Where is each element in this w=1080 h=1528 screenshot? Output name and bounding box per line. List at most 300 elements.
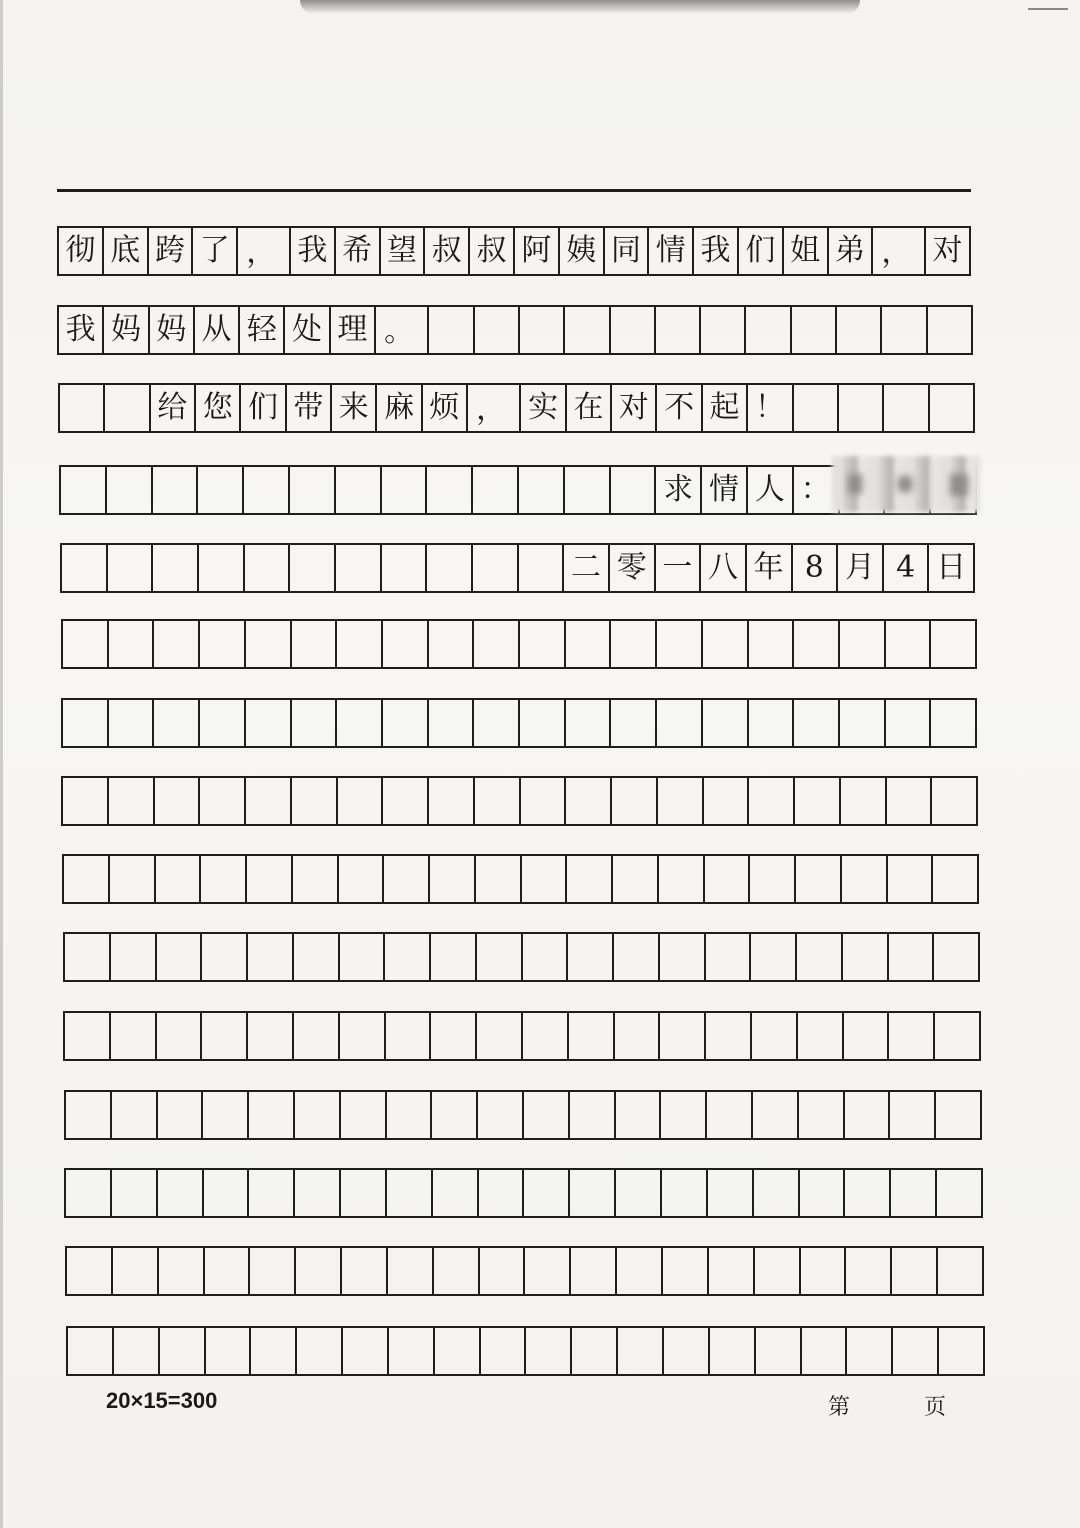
grid-cell (701, 305, 746, 355)
grid-cell (797, 932, 843, 982)
grid-cell (792, 305, 837, 355)
grid-cell (429, 698, 475, 748)
grid-cell (200, 619, 246, 669)
grid-cell (246, 619, 292, 669)
grid-cell: 4 (884, 543, 930, 593)
grid-cell: 八 (701, 543, 747, 593)
grid-cell (63, 698, 109, 748)
grid-cell (890, 1090, 936, 1140)
grid-cell (111, 1011, 157, 1061)
grid-cell (661, 1090, 707, 1140)
grid-cell (205, 1246, 251, 1296)
grid-cell (158, 1168, 204, 1218)
grid-cell (477, 1011, 523, 1061)
grid-cell (709, 1246, 755, 1296)
page-label-prefix: 第 (828, 1395, 851, 1420)
grid-cell: 姐 (784, 226, 829, 276)
grid-cell: ， (238, 226, 291, 276)
grid-cell (108, 543, 154, 593)
grid-cell (429, 776, 475, 826)
grid-cell (340, 932, 386, 982)
grid-cell (68, 1326, 114, 1376)
grid-cell (244, 465, 290, 515)
header-rule (57, 189, 971, 192)
grid-cell (481, 1326, 527, 1376)
grid-cell: 零 (610, 543, 656, 593)
grid-cell: 对 (926, 226, 971, 276)
grid-cell: 同 (605, 226, 650, 276)
grid-cell (297, 1326, 343, 1376)
grid-cell: 们 (241, 383, 286, 433)
grid-cell (155, 776, 201, 826)
grid-cell (479, 1168, 525, 1218)
grid-cell: 妈 (104, 305, 149, 355)
grid-cell (886, 698, 932, 748)
grid-cell (203, 1090, 249, 1140)
grid-cell: 月 (838, 543, 884, 593)
grid-cell (337, 619, 383, 669)
grid-cell (705, 854, 751, 904)
grid-cell: 彻 (59, 226, 104, 276)
grid-cell: 对 (612, 383, 657, 433)
grid-cell: 求 (656, 465, 702, 515)
grid-cell (153, 465, 199, 515)
grid-cell: ， (873, 226, 926, 276)
grid-cell (519, 543, 565, 593)
grid-cell (569, 1011, 615, 1061)
grid-cell (382, 543, 428, 593)
grid-cell (566, 776, 612, 826)
grid-cell (338, 776, 384, 826)
grid-cell (520, 619, 566, 669)
grid-cell (387, 1090, 433, 1140)
grid-cell (708, 1168, 754, 1218)
grid-cell (290, 465, 336, 515)
grid-cell (290, 543, 336, 593)
grid-cell (936, 1090, 982, 1140)
grid-cell (660, 1011, 706, 1061)
grid-cell (706, 932, 752, 982)
grid-cell (524, 1168, 570, 1218)
grid-cell (434, 1246, 480, 1296)
grid-cell (746, 305, 791, 355)
grid-cell (156, 854, 202, 904)
grid-cell (341, 1090, 387, 1140)
grid-cell (707, 1090, 753, 1140)
grid-cell (519, 465, 565, 515)
grid-cell (891, 1168, 937, 1218)
grid-cell (703, 619, 749, 669)
grid-cell (567, 854, 613, 904)
grid-cell (294, 1011, 340, 1061)
grid-cell (292, 619, 338, 669)
grid-cell (474, 619, 520, 669)
grid-row (61, 776, 978, 826)
grid-cell (389, 1326, 435, 1376)
grid-cell (476, 854, 522, 904)
grid-cell: 底 (104, 226, 149, 276)
grid-cell (343, 1326, 389, 1376)
grid-cell (153, 543, 199, 593)
grid-cell (840, 619, 886, 669)
grid-cell (111, 932, 157, 982)
grid-cell (386, 1011, 432, 1061)
grid-cell (794, 698, 840, 748)
grid-cell (939, 1326, 985, 1376)
grid-cell: 起 (703, 383, 748, 433)
grid-cell (292, 776, 338, 826)
grid-cell (154, 698, 200, 748)
grid-cell (657, 698, 703, 748)
grid-cell (198, 465, 244, 515)
grid-cell (611, 465, 657, 515)
grid-cell (749, 619, 795, 669)
grid-cell: 跨 (149, 226, 194, 276)
grid-cell: 处 (285, 305, 330, 355)
grid-cell (341, 1168, 387, 1218)
grid-cell (566, 619, 612, 669)
grid-cell (706, 1011, 752, 1061)
grid-row (60, 543, 975, 593)
grid-cell (340, 1011, 386, 1061)
grid-cell: 8 (793, 543, 839, 593)
grid-cell (523, 1011, 569, 1061)
grid-cell (794, 383, 839, 433)
grid-cell (522, 854, 568, 904)
grid-cell (889, 1011, 935, 1061)
grid-cell (339, 854, 385, 904)
grid-cell (295, 1168, 341, 1218)
grid-cell (385, 932, 431, 982)
grid-cell (295, 1090, 341, 1140)
grid-cell (473, 543, 519, 593)
grid-cell (249, 1168, 295, 1218)
grid-cell (63, 619, 109, 669)
grid-cell (572, 1326, 618, 1376)
page-label-suffix: 页 (924, 1395, 947, 1420)
grid-cell (704, 776, 750, 826)
grid-cell (615, 1011, 661, 1061)
grid-cell (795, 776, 841, 826)
grid-cell (109, 776, 155, 826)
grid-cell (618, 1326, 664, 1376)
grid-cell (388, 1246, 434, 1296)
grid-cell (432, 1090, 478, 1140)
redacted-signature (832, 456, 980, 512)
grid-cell: 妈 (150, 305, 195, 355)
grid-cell (796, 854, 842, 904)
grid-cell (893, 1326, 939, 1376)
grid-cell (749, 698, 795, 748)
grid-row (57, 226, 971, 276)
grid-cell (752, 1011, 798, 1061)
grid-cell (247, 854, 293, 904)
grid-cell (427, 465, 473, 515)
grid-cell (932, 776, 978, 826)
grid-cell (383, 776, 429, 826)
grid-cell (664, 1326, 710, 1376)
grid-cell (157, 1011, 203, 1061)
grid-cell (565, 465, 611, 515)
grid-cell (336, 465, 382, 515)
grid-cell (475, 776, 521, 826)
grid-cell (937, 1168, 983, 1218)
grid-cell (246, 698, 292, 748)
grid-cell (802, 1326, 848, 1376)
grid-cell (756, 1326, 802, 1376)
grid-cell (886, 619, 932, 669)
grid-cell (751, 932, 797, 982)
grid-cell (114, 1326, 160, 1376)
grid-cell: 一 (656, 543, 702, 593)
grid-cell: 在 (567, 383, 612, 433)
grid-cell: 叔 (470, 226, 515, 276)
grid-cell (570, 1168, 616, 1218)
grid-cell (202, 932, 248, 982)
grid-cell (248, 932, 294, 982)
grid-cell (427, 543, 473, 593)
grid-cell (840, 698, 886, 748)
grid-cell (113, 1246, 159, 1296)
grid-cell (154, 619, 200, 669)
grid-cell (798, 1011, 844, 1061)
grid-cell: 我 (59, 305, 104, 355)
grid-cell (159, 1246, 205, 1296)
grid-cell (658, 776, 704, 826)
grid-cell (109, 698, 155, 748)
grid-cell (431, 932, 477, 982)
grid-cell: 希 (336, 226, 381, 276)
grid-row (65, 1246, 984, 1296)
grid-cell (614, 932, 660, 982)
grid-cell (64, 854, 110, 904)
grid-cell: 年 (747, 543, 793, 593)
grid-cell (662, 1168, 708, 1218)
grid-cell (931, 698, 977, 748)
grid-cell (66, 1168, 112, 1218)
grid-cell (296, 1246, 342, 1296)
grid-cell (892, 1246, 938, 1296)
grid-cell (477, 932, 523, 982)
grid-cell (521, 776, 567, 826)
grid-cell (611, 619, 657, 669)
grid-cell (611, 305, 656, 355)
grid-cell (248, 1011, 294, 1061)
paper-edge (0, 0, 3, 1528)
grid-cell (384, 854, 430, 904)
grid-cell (882, 305, 927, 355)
grid-cell (67, 1246, 113, 1296)
grid-cell (749, 776, 795, 826)
grid-cell (66, 1090, 112, 1140)
grid-cell (429, 305, 474, 355)
grid-cell (382, 465, 428, 515)
grid-cell (931, 619, 977, 669)
grid-cell: 情 (702, 465, 748, 515)
grid-cell: 我 (694, 226, 739, 276)
grid-cell: 您 (196, 383, 241, 433)
grid-cell (935, 1011, 981, 1061)
grid-row (58, 383, 975, 433)
grid-cell (524, 1090, 570, 1140)
grid-cell (566, 698, 612, 748)
grid-cell (65, 1011, 111, 1061)
grid-cell (105, 383, 150, 433)
grid-row (57, 305, 973, 355)
grid-cell (520, 698, 566, 748)
grid-cell (387, 1168, 433, 1218)
grid-cell (845, 1168, 891, 1218)
grid-cell (841, 776, 887, 826)
grid-cell (473, 465, 519, 515)
grid-cell (887, 776, 933, 826)
grid-cell: 阿 (515, 226, 560, 276)
grid-cell (245, 543, 291, 593)
grid-cell (525, 1246, 571, 1296)
grid-cell (249, 1090, 295, 1140)
grid-cell: 理 (331, 305, 376, 355)
grid-row (64, 1090, 982, 1140)
grid-cell (337, 698, 383, 748)
grid-cell: 弟 (829, 226, 874, 276)
grid-cell (659, 854, 705, 904)
grid-cell (839, 383, 884, 433)
grid-cell (928, 305, 973, 355)
grid-cell (206, 1326, 252, 1376)
grid-cell: 轻 (240, 305, 285, 355)
grid-cell (475, 305, 520, 355)
grid-cell: 们 (739, 226, 784, 276)
grid-cell (200, 698, 246, 748)
grid-cell (616, 1090, 662, 1140)
grid-cell (568, 932, 614, 982)
grid-cell (611, 698, 657, 748)
grid-cell (433, 1168, 479, 1218)
grid-cell: ， (468, 383, 521, 433)
grid-cell (526, 1326, 572, 1376)
grid-cell (800, 1168, 846, 1218)
grid-cell (616, 1168, 662, 1218)
grid-cell: 实 (521, 383, 566, 433)
grid-cell (570, 1090, 616, 1140)
grid-cell (199, 543, 245, 593)
grid-cell (750, 854, 796, 904)
grid-cell (342, 1246, 388, 1296)
grid-cell: 了 (193, 226, 238, 276)
grid-cell (157, 932, 203, 982)
grid-cell (202, 1011, 248, 1061)
grid-cell (293, 854, 339, 904)
grid-cell: 二 (564, 543, 610, 593)
grid-cell (474, 698, 520, 748)
grid-cell (842, 854, 888, 904)
grid-cell (612, 776, 658, 826)
grid-cell: 姨 (560, 226, 605, 276)
grid-cell (889, 932, 935, 982)
grid-cell (204, 1168, 250, 1218)
grid-cell: 人 (748, 465, 794, 515)
grid-cell: ！ (748, 383, 793, 433)
grid-cell (663, 1246, 709, 1296)
grid-cell (703, 698, 749, 748)
grid-cell (799, 1090, 845, 1140)
grid-row (64, 1168, 983, 1218)
grid-cell (938, 1246, 984, 1296)
grid-cell (846, 1246, 892, 1296)
grid-cell (60, 383, 105, 433)
grid-spec-label: 20×15=300 (106, 1388, 218, 1413)
grid-cell: 我 (291, 226, 336, 276)
grid-cell (336, 543, 382, 593)
grid-cell (754, 1168, 800, 1218)
grid-row (61, 698, 977, 748)
grid-row (63, 932, 980, 982)
grid-cell: 烦 (423, 383, 468, 433)
grid-cell (657, 619, 703, 669)
grid-cell (383, 619, 429, 669)
grid-cell (61, 465, 107, 515)
grid-cell (107, 465, 153, 515)
grid-cell: 不 (657, 383, 702, 433)
grid-cell (478, 1090, 524, 1140)
grid-cell (930, 383, 975, 433)
grid-row (66, 1326, 985, 1376)
grid-cell (844, 1011, 890, 1061)
grid-cell (888, 854, 934, 904)
grid-cell (755, 1246, 801, 1296)
grid-cell (847, 1326, 893, 1376)
grid-cell: 叔 (425, 226, 470, 276)
grid-cell (431, 1011, 477, 1061)
grid-cell (613, 854, 659, 904)
grid-cell (383, 698, 429, 748)
grid-cell (292, 698, 338, 748)
grid-cell: 日 (929, 543, 975, 593)
grid-cell: 麻 (377, 383, 422, 433)
grid-cell: 给 (151, 383, 196, 433)
grid-cell (246, 776, 292, 826)
grid-cell: 。 (376, 305, 429, 355)
grid-row (62, 854, 979, 904)
grid-cell (430, 854, 476, 904)
grid-cell: 情 (649, 226, 694, 276)
grid-cell: 来 (332, 383, 377, 433)
corner-mark (1028, 0, 1068, 10)
grid-cell (753, 1090, 799, 1140)
grid-cell: ： (794, 465, 840, 515)
grid-row (63, 1011, 981, 1061)
grid-cell (480, 1246, 526, 1296)
grid-cell (200, 776, 246, 826)
grid-cell (250, 1246, 296, 1296)
grid-cell (934, 932, 980, 982)
grid-cell (571, 1246, 617, 1296)
grid-cell: 带 (287, 383, 332, 433)
grid-cell (62, 543, 108, 593)
grid-cell (429, 619, 475, 669)
grid-cell (565, 305, 610, 355)
grid-cell (884, 383, 929, 433)
grid-cell (801, 1246, 847, 1296)
grid-cell (837, 305, 882, 355)
grid-cell (251, 1326, 297, 1376)
grid-cell (794, 619, 840, 669)
grid-cell (201, 854, 247, 904)
grid-cell: 望 (381, 226, 426, 276)
grid-cell: 从 (195, 305, 240, 355)
grid-cell (63, 776, 109, 826)
grid-cell (660, 932, 706, 982)
